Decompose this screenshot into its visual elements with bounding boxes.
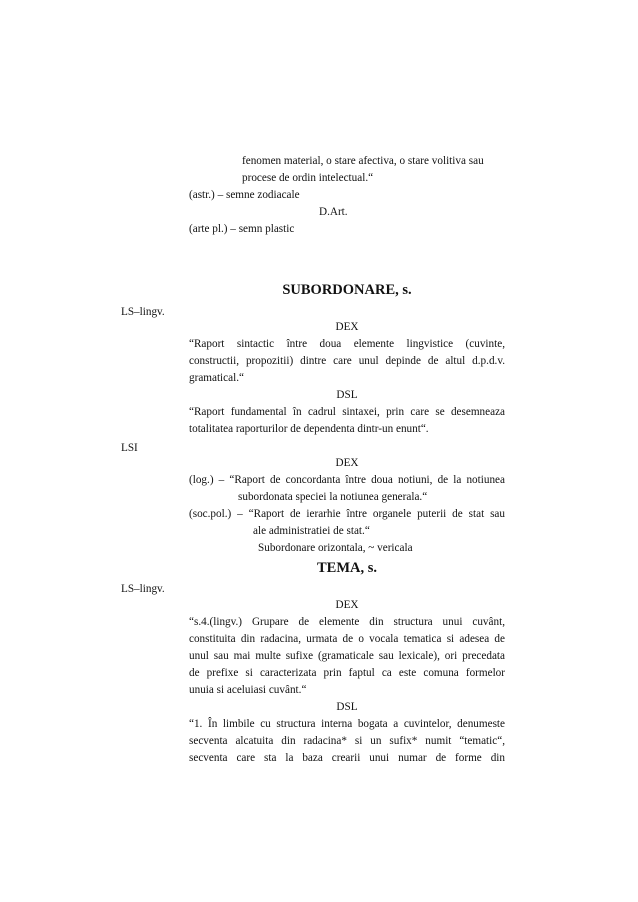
definition-line: unul sau mai multe sufixe (gramaticale sau lexicale), ori precedata (189, 650, 505, 662)
definition-line: (log.) – “Raport de concordanta între doua notiuni, de la notiunea (189, 474, 505, 486)
definition-line: subordonata speciei la notiunea generala.“ (238, 491, 428, 503)
source-label-dex: DEX (335, 599, 359, 611)
lsi-label: LSI (121, 442, 138, 454)
definition-line: “1. În limbile cu structura interna bogata a cuvintelor, denumeste (189, 718, 505, 730)
intro-line-3: (astr.) – semne zodiacale (189, 189, 300, 201)
intro-line-2: procese de ordin intelectual.“ (242, 172, 374, 184)
definition-line: secventa alcatuita din radacina* si un sufix* numit “tematic“, (189, 735, 505, 747)
definition-line: de prefixe si caracterizata prin faptul ca este comuna formelor (189, 667, 505, 679)
definition-line: “Raport sintactic între doua elemente lingvistice (cuvinte, (189, 338, 505, 350)
definition-line: (soc.pol.) – “Raport de ierarhie între organele puterii de stat sau (189, 508, 505, 520)
source-label-dsl: DSL (336, 701, 358, 713)
definition-line: totalitatea raporturilor de dependenta dintr-un enunt“. (189, 423, 429, 435)
definition-line: constructii, propozitii) dintre care unul depinde de altul d.p.d.v. (189, 355, 505, 367)
definition-line: “Raport fundamental în cadrul sintaxei, prin care se desemneaza (189, 406, 505, 418)
entry-title-subordonare: SUBORDONARE, s. (282, 282, 412, 298)
intro-line-5: (arte pl.) – semn plastic (189, 223, 295, 235)
definition-line: secventa care sta la baza crearii unui numar de forme din (189, 752, 505, 764)
intro-source-label: D.Art. (319, 206, 348, 218)
ls-label: LS–lingv. (121, 583, 165, 595)
source-label-dex: DEX (335, 321, 359, 333)
definition-line: Subordonare orizontala, ~ vericala (258, 542, 413, 554)
entry-title-tema: TEMA, s. (316, 560, 378, 576)
ls-label: LS–lingv. (121, 306, 165, 318)
definition-line: ale administratiei de stat.“ (253, 525, 370, 537)
definition-line: “s.4.(lingv.) Grupare de elemente din structura unui cuvânt, (189, 616, 505, 628)
intro-line-1: fenomen material, o stare afectiva, o stare volitiva sau (242, 155, 484, 167)
source-label-dsl: DSL (336, 389, 358, 401)
definition-line: constituita din radacina, urmata de o vocala tematica si adesea de (189, 633, 505, 645)
source-label-dex: DEX (335, 457, 359, 469)
definition-line: unuia si aceluiasi cuvânt.“ (189, 684, 307, 696)
definition-line: gramatical.“ (189, 372, 244, 384)
